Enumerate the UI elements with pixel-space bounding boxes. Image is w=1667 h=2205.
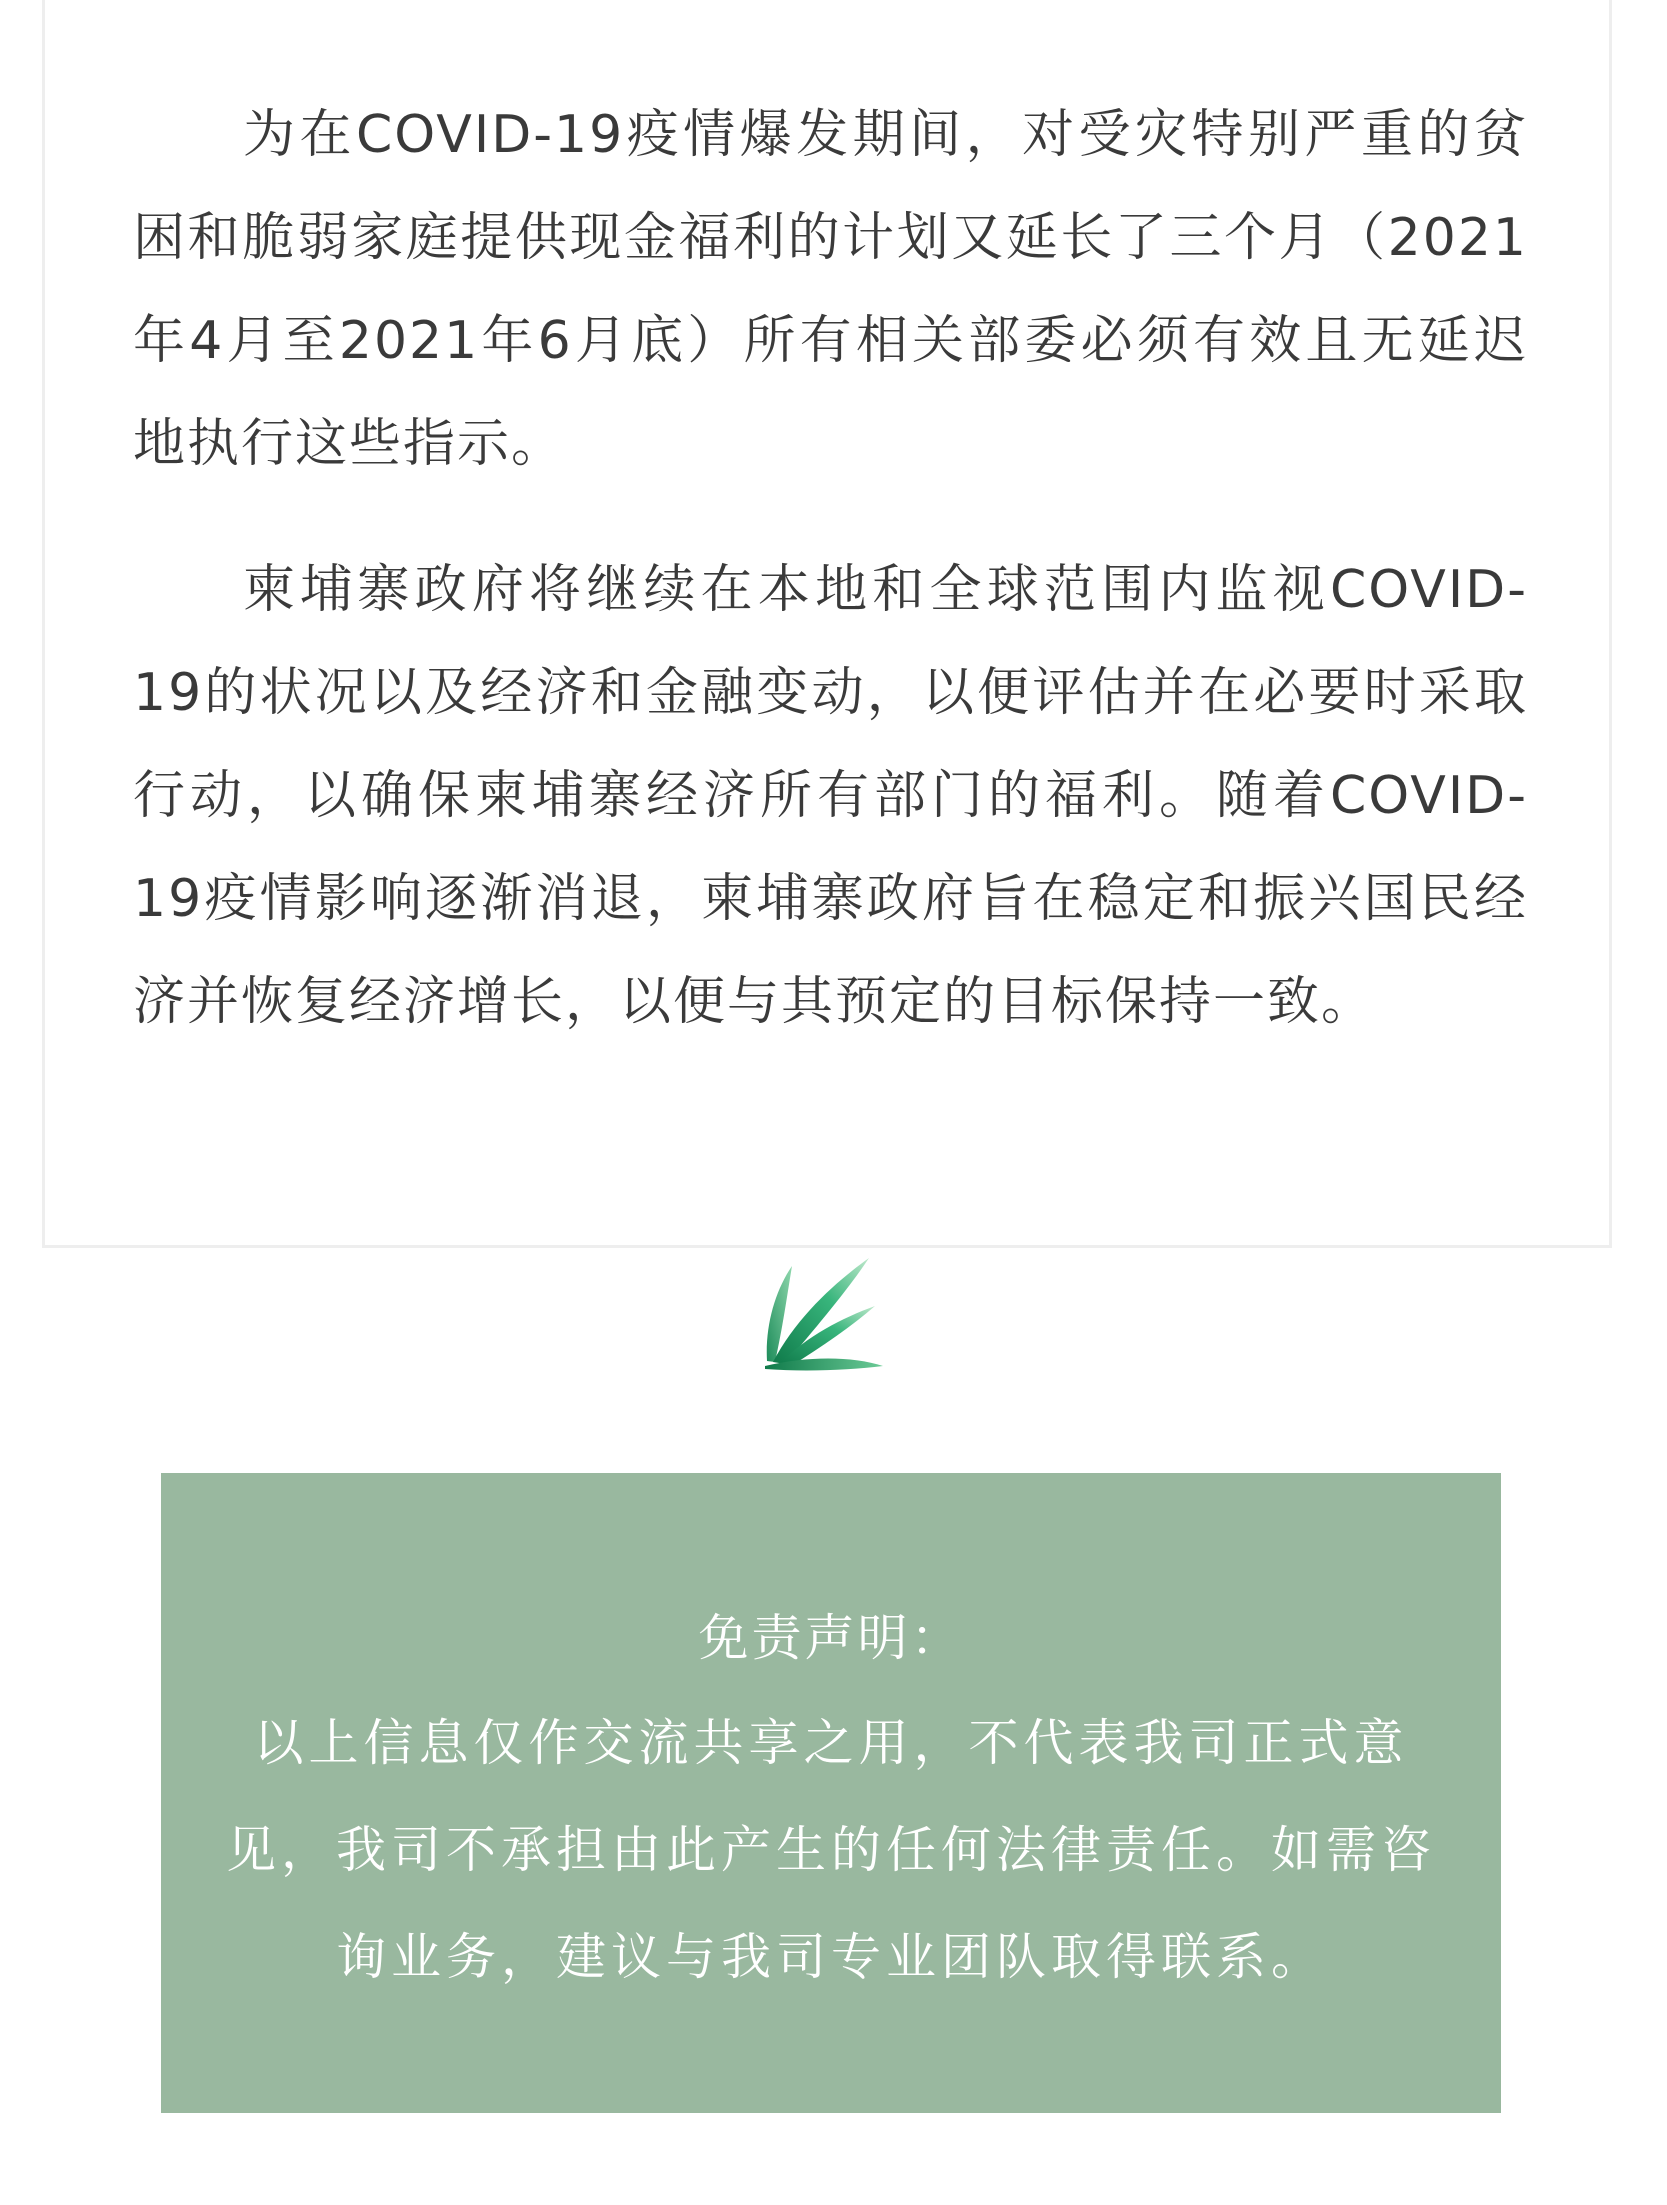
bamboo-leaf-icon: [757, 1256, 897, 1372]
article-paragraph: 柬埔寨政府将继续在本地和全球范围内监视COVID-19的状况以及经济和金融变动，以便评估并在必要时采取行动，以确保柬埔寨经济所有部门的福利。随着COVID-19疫情影响逐渐消退，柬埔寨政府旨在稳定和振兴国民经济并恢复经济增长，以便与其预定的目标保持一致。: [133, 560, 1528, 1032]
article-paragraph: 为在COVID-19疫情爆发期间，对受灾特别严重的贫困和脆弱家庭提供现金福利的计划又延长了三个月（2021年4月至2021年6月底）所有相关部委必须有效且无延迟地执行这些指示。: [133, 105, 1528, 474]
disclaimer-title: 免责声明：: [698, 1609, 964, 1667]
disclaimer-box: [161, 1473, 1501, 2113]
article-card: [42, 0, 1612, 1248]
disclaimer-body: 以上信息仅作交流共享之用，不代表我司正式意见，我司不承担由此产生的任何法律责任。如需咨询业务，建议与我司专业团队取得联系。: [226, 1714, 1436, 1986]
